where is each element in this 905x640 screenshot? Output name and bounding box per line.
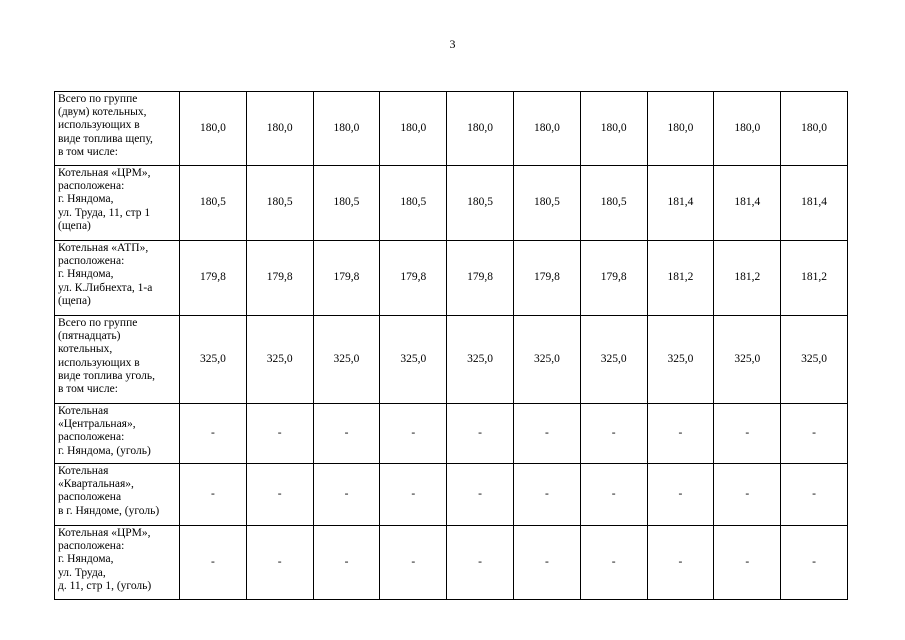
table-cell: - (380, 404, 447, 464)
table-cell: 180,0 (714, 92, 781, 166)
table-cell: 180,5 (313, 166, 380, 241)
table-cell: - (580, 464, 647, 526)
table-cell: 180,0 (647, 92, 714, 166)
table-cell: 180,0 (313, 92, 380, 166)
table-cell: 180,5 (380, 166, 447, 241)
table-row (55, 316, 848, 404)
table-cell: - (447, 404, 514, 464)
page-number: 3 (449, 37, 456, 51)
table-cell: 180,0 (513, 92, 580, 166)
table-cell: 325,0 (714, 316, 781, 404)
table-cell: - (781, 464, 848, 526)
table-cell: 181,2 (714, 241, 781, 316)
table-cell: 180,0 (180, 92, 247, 166)
table-cell: 180,5 (513, 166, 580, 241)
table-cell: - (513, 464, 580, 526)
table-cell: 325,0 (380, 316, 447, 404)
row-label: Котельная «Квартальная», расположена в г. Няндоме, (уголь) (55, 464, 180, 526)
row-label: Котельная «АТП», расположена: г. Няндома, ул. К.Либнехта, 1-а (щепа) (55, 241, 180, 316)
table-cell: - (647, 404, 714, 464)
table-cell: - (313, 464, 380, 526)
table-cell: - (781, 404, 848, 464)
table-cell: 325,0 (246, 316, 313, 404)
table-cell: 180,0 (447, 92, 514, 166)
table-cell: 181,4 (781, 166, 848, 241)
table-cell: 180,5 (447, 166, 514, 241)
table-cell: 179,8 (313, 241, 380, 316)
table-cell: 180,0 (246, 92, 313, 166)
table-cell: 325,0 (580, 316, 647, 404)
row-label: Всего по группе (двум) котельных, использующих в виде топлива щепу, в том числе: (55, 92, 180, 166)
table-cell: - (380, 464, 447, 526)
table-cell: - (380, 526, 447, 600)
table-cell: 180,0 (380, 92, 447, 166)
table-cell: - (513, 526, 580, 600)
table-cell: 179,8 (246, 241, 313, 316)
table-cell: - (180, 464, 247, 526)
table-cell: 325,0 (781, 316, 848, 404)
table-cell: - (313, 526, 380, 600)
table-cell: 180,5 (180, 166, 247, 241)
table-cell: - (781, 526, 848, 600)
table-cell: 181,2 (781, 241, 848, 316)
table-cell: 179,8 (580, 241, 647, 316)
table-cell: 181,2 (647, 241, 714, 316)
table-cell: 179,8 (447, 241, 514, 316)
table-cell: 180,5 (580, 166, 647, 241)
table-cell: - (246, 526, 313, 600)
table-cell: - (313, 404, 380, 464)
table-cell: - (647, 526, 714, 600)
table-row (55, 241, 848, 316)
row-label: Котельная «Центральная», расположена: г. Няндома, (уголь) (55, 404, 180, 464)
table-cell: 325,0 (647, 316, 714, 404)
table-cell: - (246, 464, 313, 526)
table-row (55, 166, 848, 241)
table-row (55, 464, 848, 526)
row-label: Всего по группе (пятнадцать) котельных, использующих в виде топлива уголь, в том числе: (55, 316, 180, 404)
table-cell: 179,8 (380, 241, 447, 316)
table-cell: 179,8 (513, 241, 580, 316)
table-cell: - (447, 526, 514, 600)
fuel-consumption-table (54, 91, 848, 600)
table-cell: - (246, 404, 313, 464)
table-cell: 325,0 (513, 316, 580, 404)
table-cell: - (447, 464, 514, 526)
row-label: Котельная «ЦРМ», расположена: г. Няндома, ул. Труда, 11, стр 1 (щепа) (55, 166, 180, 241)
table-cell: - (714, 526, 781, 600)
table-row (55, 92, 848, 166)
table-cell: - (180, 526, 247, 600)
table-cell: - (580, 404, 647, 464)
table-cell: - (180, 404, 247, 464)
table-body (55, 92, 848, 600)
table-cell: 180,5 (246, 166, 313, 241)
table-cell: 181,4 (647, 166, 714, 241)
table-cell: - (714, 404, 781, 464)
table-cell: 180,0 (781, 92, 848, 166)
table-cell: 180,0 (580, 92, 647, 166)
table-row (55, 526, 848, 600)
table-cell: 325,0 (180, 316, 247, 404)
table-cell: - (580, 526, 647, 600)
row-label: Котельная «ЦРМ», расположена: г. Няндома, ул. Труда, д. 11, стр 1, (уголь) (55, 526, 180, 600)
table-cell: 179,8 (180, 241, 247, 316)
table-cell: 325,0 (447, 316, 514, 404)
table-cell: - (647, 464, 714, 526)
table-row (55, 404, 848, 464)
table-cell: - (513, 404, 580, 464)
table-cell: 181,4 (714, 166, 781, 241)
table-cell: - (714, 464, 781, 526)
table-cell: 325,0 (313, 316, 380, 404)
